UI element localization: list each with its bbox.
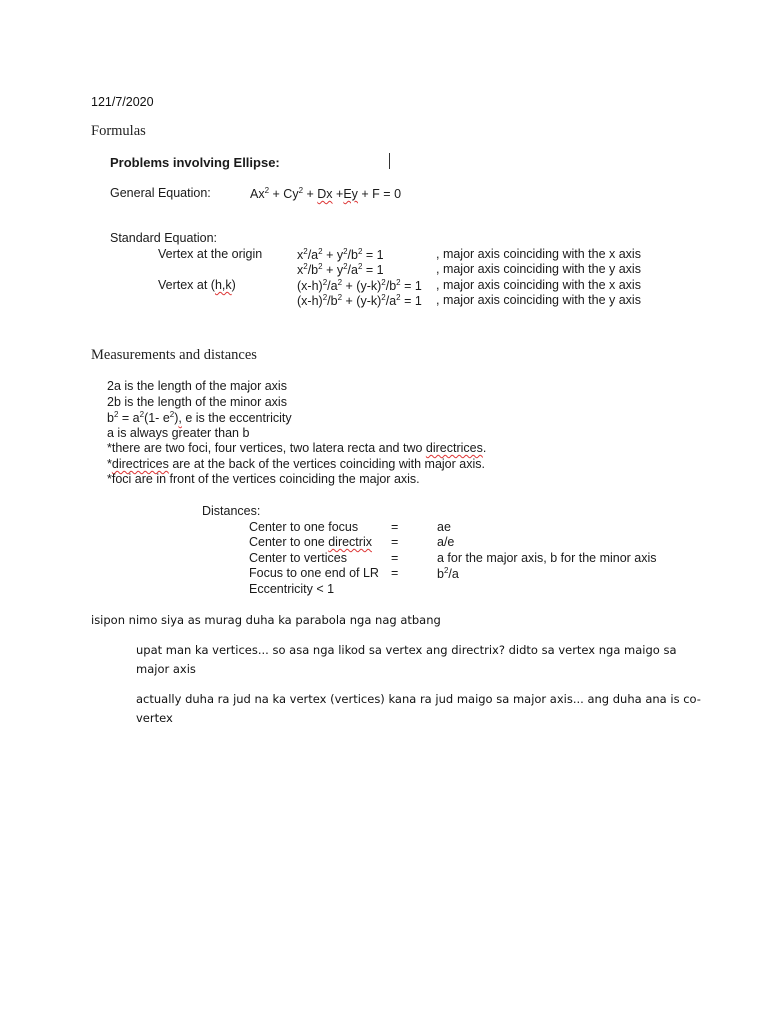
standard-desc-row-4: , major axis coinciding with the y axis (436, 293, 641, 307)
m3-sup: 2 (113, 410, 119, 419)
eq-part: /b (347, 248, 358, 263)
eq-part: /a (327, 279, 338, 294)
eq-part: + (y-k) (342, 294, 382, 309)
eq-part: /b (327, 294, 338, 309)
standard-eq-row-2 (297, 262, 384, 277)
eq-part: + y (322, 263, 344, 278)
general-equation (250, 186, 401, 201)
eq-sup: 2 (396, 293, 401, 302)
eq-sup: 2 (318, 247, 323, 256)
m3-part: b (107, 411, 114, 426)
gen-part: + Cy (269, 187, 299, 202)
standard-desc-row-3: , major axis coinciding with the x axis (436, 278, 641, 292)
measurement-line-7: *foci are in front of the vertices coinciding the major axis. (107, 472, 420, 486)
vertex-hk-pre: Vertex at ( (158, 278, 215, 292)
eq-sup: 2 (343, 247, 348, 256)
eq-part: + y (322, 248, 344, 263)
gen-sup: 2 (264, 186, 270, 195)
standard-eq-row-1 (297, 247, 384, 262)
vertex-hk-mid: h,k (214, 278, 232, 292)
eq-part: /b (385, 279, 397, 294)
eq-part: /b (307, 263, 319, 278)
standard-eq-row-4 (297, 293, 422, 308)
measurement-line-3 (107, 410, 292, 425)
gen-part-ey: Ey (343, 187, 358, 202)
m6-pre: * (107, 457, 112, 471)
eq-part: (x-h) (297, 279, 323, 294)
measurement-line-1: 2a is the length of the major axis (107, 379, 287, 393)
d3-pre: Center to vertices (249, 551, 347, 565)
eq-part: /a (347, 263, 358, 278)
distances-title: Distances: (202, 504, 261, 518)
eq-part: /a (385, 294, 397, 309)
eq-sup: 2 (396, 278, 401, 287)
text-cursor (389, 153, 390, 169)
note-3b: vertex (136, 711, 173, 725)
gen-part-dx: Dx (317, 187, 333, 202)
eq-sup: 2 (337, 293, 343, 302)
d4v-sup: 2 (443, 566, 449, 575)
distance-label-3 (249, 551, 347, 565)
gen-part: Ax (250, 187, 265, 202)
d4v-part: /a (448, 567, 459, 582)
eq-sup: 2 (318, 262, 323, 271)
eq-sup: 2 (357, 262, 363, 271)
gen-part: + (332, 187, 344, 202)
d5-pre: Eccentricity < 1 (249, 582, 335, 596)
gen-part: + F = 0 (357, 187, 402, 202)
formulas-heading: Formulas (91, 123, 146, 139)
d4-pre: Focus to one end of LR (249, 566, 379, 580)
eq-part: x (297, 248, 304, 263)
eq-part: = 1 (362, 248, 384, 263)
date-text: 121/7/2020 (91, 95, 154, 109)
m5-squig: directrices (425, 441, 483, 455)
vertex-hk-label (158, 278, 236, 292)
measurement-line-4: a is always greater than b (107, 426, 250, 440)
d1-pre: Center to one focus (249, 520, 359, 534)
vertex-origin-label: Vertex at the origin (158, 247, 263, 261)
m6-post: are at the back of the vertices coinciding with major axis. (168, 457, 485, 471)
standard-desc-row-1: , major axis coinciding with the x axis (436, 247, 641, 261)
m3-sup: 2 (139, 410, 145, 419)
distance-value-2: a/e (437, 535, 455, 549)
eq-part: = 1 (400, 279, 422, 294)
eq-sup: 2 (357, 247, 363, 256)
eq-part: = 1 (400, 294, 422, 309)
distance-label-2 (249, 535, 372, 549)
eq-sup: 2 (381, 278, 386, 287)
standard-eq-row-3 (297, 278, 422, 293)
eq-sup: 2 (343, 262, 348, 271)
distance-label-5 (249, 582, 334, 596)
eq-part: = 1 (362, 263, 384, 278)
general-equation-label: General Equation: (110, 186, 211, 200)
distance-eq-2: = (391, 535, 399, 549)
m3-part: ) (174, 411, 179, 426)
standard-desc-row-2: , major axis coinciding with the y axis (436, 262, 641, 276)
gen-part: + (303, 187, 318, 202)
note-1: isipon nimo siya as murag duha ka parabola nga nag atbang (91, 613, 441, 627)
eq-sup: 2 (322, 278, 328, 287)
standard-equation-label: Standard Equation: (110, 231, 218, 245)
measurements-heading: Measurements and distances (91, 347, 257, 363)
m3-comma: , (178, 411, 182, 426)
distance-value-3: a for the major axis, b for the minor axis (437, 551, 657, 565)
note-2a: upat man ka vertices... so asa nga likod sa vertex ang directrix? didto sa vertex nga maigo sa (136, 643, 677, 657)
eq-sup: 2 (322, 293, 328, 302)
distance-eq-1: = (391, 520, 399, 534)
m3-part: = a (118, 411, 140, 426)
distance-label-1 (249, 520, 358, 534)
eq-sup: 2 (303, 262, 308, 271)
distance-value-4 (437, 566, 459, 581)
note-2b: major axis (136, 662, 196, 676)
distance-eq-3: = (391, 551, 399, 565)
m5-post: . (482, 441, 487, 455)
d4v-part: b (437, 567, 444, 582)
m3-sup: 2 (169, 410, 175, 419)
m3-part: e is the eccentricity (181, 411, 292, 426)
measurement-line-5 (107, 441, 486, 455)
eq-sup: 2 (381, 293, 386, 302)
measurement-line-6 (107, 457, 485, 471)
d2-pre: Center to one (249, 535, 329, 549)
distance-label-4 (249, 566, 379, 580)
eq-part: /a (307, 248, 319, 263)
eq-part: (x-h) (297, 294, 323, 309)
eq-part: + (y-k) (342, 279, 382, 294)
eq-part: x (297, 263, 304, 278)
vertex-hk-post: ) (231, 278, 236, 292)
d2-squig: directrix (328, 535, 372, 549)
m6-squig: directrices (111, 457, 169, 471)
distance-eq-4: = (391, 566, 399, 580)
measurement-line-2: 2b is the length of the minor axis (107, 395, 287, 409)
eq-sup: 2 (337, 278, 343, 287)
ellipse-title: Problems involving Ellipse: (110, 155, 280, 170)
note-3a: actually duha ra jud na ka vertex (vertices) kana ra jud maigo sa major axis... ang duha ana is co- (136, 692, 701, 706)
m3-part: (1- e (144, 411, 170, 426)
m5-pre: *there are two foci, four vertices, two latera recta and two (107, 441, 426, 455)
eq-sup: 2 (303, 247, 308, 256)
distance-value-1: ae (437, 520, 451, 534)
gen-sup: 2 (298, 186, 304, 195)
